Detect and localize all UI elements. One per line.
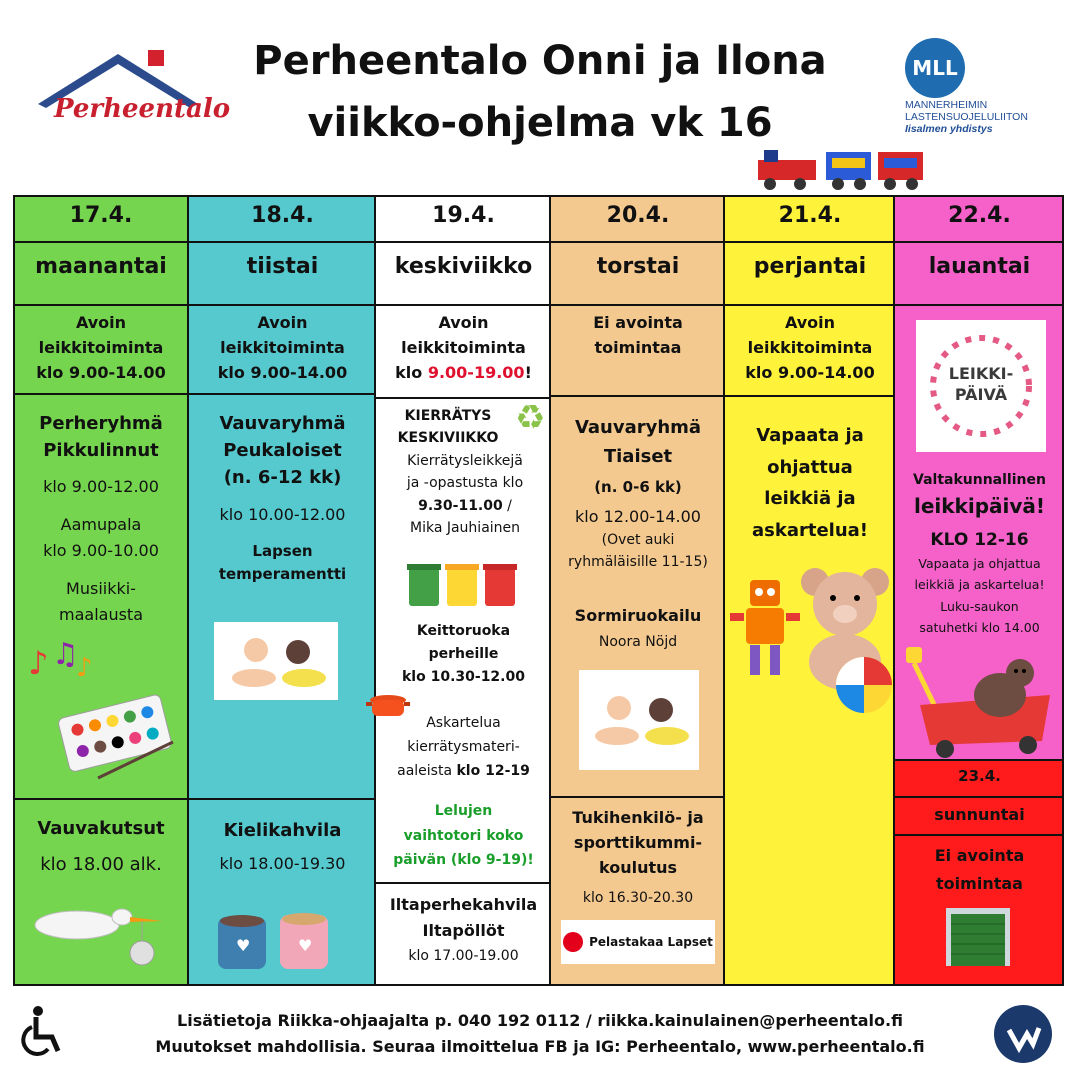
text-line: päivän (klo 9-19)!	[393, 852, 534, 868]
text-line: Pikkulinnut	[43, 440, 159, 461]
wheelchair-icon	[18, 1005, 68, 1060]
svg-text:♪: ♪	[28, 644, 49, 682]
sunday-closed	[895, 842, 1064, 898]
monday-group-time: klo 9.00-12.00	[43, 477, 159, 496]
text-line: toimintaa	[936, 874, 1023, 893]
tuesday-group	[189, 410, 376, 491]
text-line: (n. 6-12 kk)	[223, 467, 342, 488]
robot-icon	[728, 575, 798, 685]
monday-evening-title: Vauvakutsut	[37, 818, 165, 839]
text-line: KESKIVIIKKO	[397, 430, 499, 447]
music-notes-icon	[28, 636, 98, 686]
footer	[130, 1008, 950, 1059]
date-sunday: 23.4.	[958, 767, 1001, 785]
tuesday-evening-title: Kielikahvila	[223, 820, 342, 841]
text-line: kierrätysmateri-	[407, 738, 520, 755]
text-line: sporttikummi-	[573, 832, 703, 852]
grid-line	[895, 796, 1064, 798]
text-line: askartelua!	[751, 519, 868, 541]
text-line: (Ovet auki	[601, 532, 675, 548]
day-monday: maanantai	[35, 254, 167, 279]
saturday-description	[895, 553, 1064, 638]
svg-text:♥: ♥	[236, 936, 251, 955]
perheentalo-logo	[30, 44, 231, 144]
beach-ball-icon	[834, 655, 894, 715]
text-line: Peukaloiset	[223, 440, 342, 461]
partner-logo-text: Pelastakaa Lapset	[589, 935, 713, 949]
monday-evening-time: klo 18.00 alk.	[40, 854, 162, 875]
text-line: Luku-saukon	[940, 598, 1019, 614]
text-line: Tiaiset	[603, 445, 673, 467]
text-line: leikkitoiminta	[38, 337, 164, 357]
day-friday: perjantai	[753, 254, 867, 279]
grid-line	[13, 798, 375, 800]
text-line: leikkitoiminta	[220, 337, 345, 357]
tuesday-group-time: klo 10.00-12.00	[219, 505, 346, 524]
recycle-icon	[515, 397, 555, 437]
text-line: PÄIVÄ	[954, 384, 1008, 404]
stork-icon	[22, 895, 172, 975]
day-thursday: torstai	[596, 254, 680, 279]
svg-text:♪: ♪	[76, 653, 93, 683]
text-line: klo 9.00-14.00	[217, 362, 348, 382]
text-line: Aamupala	[60, 515, 142, 534]
play-day-badge	[916, 320, 1046, 452]
otter-wagon-icon	[900, 645, 1060, 760]
grid-line	[13, 195, 1064, 197]
recycling-bins-icon	[405, 560, 525, 610]
text-line: toimintaa	[594, 337, 682, 357]
train-icon	[756, 148, 926, 193]
text-line	[380, 495, 550, 517]
grid-line	[13, 241, 1064, 243]
text-part: klo 12-19	[456, 762, 530, 779]
saturday-event-line1: Valtakunnallinen	[913, 472, 1046, 488]
mll-logo: MLL	[905, 38, 965, 98]
grid-line	[551, 796, 725, 798]
footer-line: Lisätietoja Riikka-ohjaajalta p. 040 192 0112 / riikka.kainulainen@perheentalo.fi	[177, 1011, 903, 1030]
brand-logo-text: Perheentalo	[54, 94, 231, 124]
coffee-cups-icon	[212, 893, 342, 973]
grid-line	[13, 304, 1064, 306]
seal-logo-icon	[993, 1004, 1053, 1064]
date-monday: 17.4.	[69, 203, 133, 228]
footer-line: Muutokset mahdollisia. Seuraa ilmoittelua FB ja IG: Perheentalo, www.perheentalo.fi	[155, 1036, 925, 1056]
text-line: ja -opastusta klo	[406, 475, 524, 492]
text-line: Kierrätysleikkejä	[407, 452, 523, 469]
text-line: Avoin	[75, 313, 127, 332]
thursday-group	[551, 414, 725, 472]
watercolor-palette-icon	[58, 690, 178, 780]
text-line: perheille	[428, 646, 499, 663]
text-line: Avoin	[438, 313, 489, 332]
text-line: maalausta	[59, 604, 143, 624]
text-part: /	[502, 497, 512, 514]
text-line: klo 9.00-14.00	[36, 362, 166, 382]
day-wednesday: keskiviikko	[394, 254, 533, 279]
text-line: klo 9.00-14.00	[745, 362, 875, 382]
save-the-children-icon	[563, 932, 583, 952]
thursday-group-age: (n. 0-6 kk)	[594, 478, 682, 496]
partner-logo	[561, 920, 715, 964]
babies-image	[214, 622, 338, 700]
grid-line	[13, 984, 1064, 986]
date-wednesday: 19.4.	[432, 203, 495, 228]
text-line: ohjattua	[767, 456, 853, 478]
svg-text:♻: ♻	[515, 398, 546, 438]
text-part: aaleista	[397, 762, 457, 779]
saturday-event-line2: leikkipäivä!	[913, 494, 1046, 518]
mll-line: Iisalmen yhdistys	[905, 123, 993, 136]
date-tuesday: 18.4.	[251, 203, 314, 228]
day-saturday: lauantai	[928, 254, 1031, 279]
tuesday-evening-time: klo 18.00-19.30	[219, 854, 346, 873]
thursday-closed	[551, 311, 725, 361]
text-line: Avoin	[784, 313, 836, 332]
date-friday: 21.4.	[778, 203, 842, 228]
monday-group	[13, 410, 189, 464]
text-line: Iltapöllöt	[422, 920, 505, 940]
text-line: Vapaata ja	[756, 425, 864, 446]
text-line: koulutus	[598, 857, 678, 877]
grid-line	[13, 393, 375, 395]
babies-icon	[579, 670, 699, 770]
wednesday-open-play	[376, 311, 551, 385]
wednesday-soup	[376, 620, 551, 689]
wednesday-crafts	[376, 712, 551, 783]
wednesday-toy-swap	[376, 799, 551, 873]
text-line: temperamentti	[218, 565, 347, 584]
svg-text:♥: ♥	[298, 936, 313, 955]
text-line: ryhmäläisille 11-15)	[568, 553, 708, 570]
text-line	[376, 361, 551, 386]
garage-door-icon	[946, 908, 1010, 968]
monday-breakfast	[13, 512, 189, 563]
text-line: Vapaata ja ohjattua	[918, 556, 1041, 571]
babies-icon	[214, 622, 338, 700]
text-line: Ei avointa	[593, 313, 683, 332]
grid-line	[376, 882, 551, 884]
text-part: klo	[395, 362, 428, 382]
day-sunday: sunnuntai	[934, 805, 1025, 824]
text-line: Iltaperhekahvila	[389, 895, 538, 914]
page-title: Perheentalo Onni ja Ilona	[253, 38, 827, 84]
thursday-evening	[551, 806, 725, 880]
text-line: leikkitoiminta	[747, 337, 873, 357]
text-line: Keittoruoka	[416, 623, 511, 639]
grid-line	[551, 395, 725, 397]
text-line: Tukihenkilö- ja	[572, 808, 704, 827]
text-line	[376, 760, 551, 784]
thursday-evening-time: klo 16.30-20.30	[582, 890, 694, 906]
friday-open-play	[725, 311, 895, 385]
text-line: vaihtotori koko	[403, 827, 524, 844]
text-line: Avoin	[257, 313, 308, 332]
text-line: leikkitoiminta	[401, 337, 526, 357]
text-line: Askartelua	[426, 715, 501, 731]
text-line: KIERRÄTYS	[404, 408, 492, 424]
badge-text	[916, 364, 1046, 406]
text-part: !	[524, 362, 532, 382]
mll-logo-text	[905, 99, 1028, 135]
monday-open-play	[13, 311, 189, 385]
date-thursday: 20.4.	[606, 203, 670, 228]
saturday-event-time: KLO 12-16	[930, 530, 1029, 550]
tuesday-topic	[189, 540, 376, 587]
wednesday-evening-time: klo 17.00-19.00	[408, 948, 519, 964]
thursday-note	[551, 530, 725, 573]
text-line: leikkiä ja askartelua!	[914, 577, 1045, 593]
text-line: leikkiä ja	[764, 488, 856, 509]
text-line: Lapsen	[252, 542, 313, 560]
text-line: satuhetki klo 14.00	[919, 619, 1040, 635]
grid-line	[725, 395, 895, 397]
text-line: klo 10.30-12.00	[402, 669, 525, 686]
highlight-time: 9.00-19.00	[427, 362, 525, 382]
monday-music	[13, 576, 189, 627]
text-line: Lelujen	[434, 803, 493, 819]
thursday-group-time: klo 12.00-14.00	[575, 507, 701, 526]
date-saturday: 22.4.	[948, 203, 1011, 228]
wednesday-evening	[376, 892, 551, 943]
friday-play	[725, 420, 895, 546]
text-line: Vauvaryhmä	[219, 413, 346, 434]
mll-line: LASTENSUOJELULIITON	[905, 111, 1028, 124]
mll-line: MANNERHEIMIN	[905, 99, 988, 111]
text-line: LEIKKI-	[948, 364, 1014, 383]
tuesday-open-play	[189, 311, 376, 385]
text-line: Mika Jauhiainen	[409, 519, 521, 536]
page-subtitle: viikko-ohjelma vk 16	[307, 100, 773, 146]
text-line: Ei avointa	[934, 846, 1025, 865]
day-tuesday: tiistai	[246, 254, 319, 279]
text-line: Vauvaryhmä	[574, 417, 702, 438]
svg-text:♫: ♫	[52, 637, 79, 672]
text-line: klo 9.00-10.00	[43, 540, 159, 560]
text-line: Musiikki-	[66, 579, 136, 598]
thursday-food-title: Sormiruokailu	[574, 606, 702, 625]
text-part: 9.30-11.00	[418, 497, 503, 514]
thursday-food-person: Noora Nöjd	[598, 634, 678, 650]
text-line: Perheryhmä	[39, 413, 163, 434]
grid-line	[895, 834, 1064, 836]
babies-image	[579, 670, 699, 770]
